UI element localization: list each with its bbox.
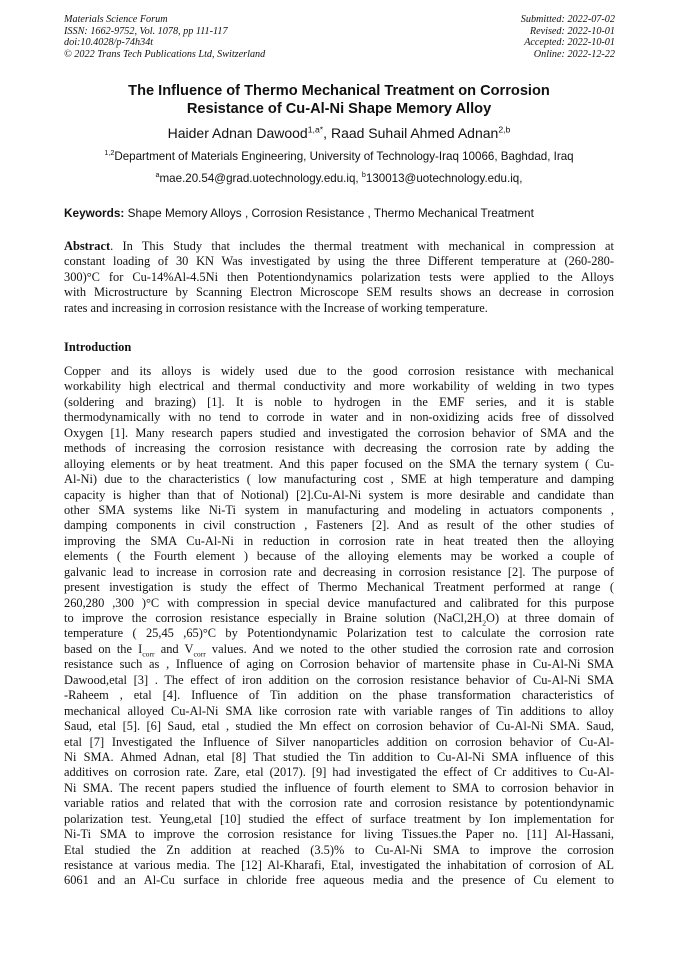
body-line: 260,280 ,300 )°C with compression in special device manufactured and calibrated for this purpose bbox=[64, 595, 614, 610]
body-line: methods of increasing the corrosion resistance with decreasing the corrosion rate by adding the bbox=[64, 441, 614, 456]
journal-doi: doi:10.4028/p-74h34t bbox=[64, 37, 154, 49]
keywords-text: Shape Memory Alloys , Corrosion Resistance , Thermo Mechanical Treatment bbox=[124, 206, 534, 220]
body-line: Oxygen [1]. Many research papers studied and investigated the corrosion behavior of SMA and the bbox=[64, 425, 614, 440]
author-2-marker: 2,b bbox=[498, 124, 511, 135]
date-accepted: Accepted: 2022-10-01 bbox=[524, 37, 615, 49]
body-line: Ni-Ti SMA to improve the corrosion resistance for living Tissues.the Paper no. [11] Al-Hassani, bbox=[64, 827, 614, 842]
body-line: workability high electrical and thermal conductivity and more workability of welding in two types bbox=[64, 379, 614, 394]
date-revised: Revised: 2022-10-01 bbox=[529, 25, 615, 37]
abstract-label: Abstract bbox=[64, 239, 111, 253]
body-line: present investigation is study the effect of Thermo Mechanical Treatment performed at range ( bbox=[64, 580, 614, 595]
paper-title-line-1: The Influence of Thermo Mechanical Treatment on Corrosion bbox=[128, 83, 550, 99]
abstract-line: Abstract. In This Study that includes the thermal treatment with mechanical in compression at bbox=[64, 239, 614, 253]
body-line: additives on corrosion rate. Zare, etal (2017). [9] had investigated the effect of Cr additives to Cu-Al- bbox=[64, 765, 614, 780]
body-line: Copper and its alloys is widely used due to the good corrosion resistance with mechanical bbox=[64, 364, 614, 378]
abstract-line: constant loading of 30 KN Was investigated by using the three Different temperature at (260-280- bbox=[64, 254, 614, 269]
abstract-line: 300)°C for Cu-14%Al-4.5Ni then Potentiondynamics polarization tests were applied to the Alloys bbox=[64, 269, 614, 284]
journal-issn: ISSN: 1662-9752, Vol. 1078, pp 111-117 bbox=[64, 25, 228, 37]
paper-title-line-2: Resistance of Cu-Al-Ni Shape Memory Alloy bbox=[186, 101, 492, 117]
body-line: alloying elements or by heat treatment. And this paper focused on the SMA the ternary system ( Cu- bbox=[64, 456, 614, 471]
body-line: etal [7] Investigated the Influence of Silver nanoparticles addition on corrosion behavior of Cu-Al- bbox=[64, 734, 614, 749]
email-a: mae.20.54@grad.uotechnology.edu.iq, bbox=[159, 172, 362, 185]
author-emails bbox=[64, 172, 614, 186]
author-2-name: Raad Suhail Ahmed Adnan bbox=[330, 125, 499, 141]
paper-title bbox=[64, 82, 614, 118]
body-line: damping components in civil construction , Fasteners [2]. And as result of the other studies of bbox=[64, 518, 614, 533]
dates-header bbox=[521, 14, 615, 60]
introduction-heading: Introduction bbox=[64, 340, 132, 354]
body-line: improving the SMA Cu-Al-Ni in reduction in corrosion rate in heat treated then the alloying bbox=[64, 533, 614, 548]
body-line: galvanic lead to increase in corrosion rate and decreasing in corrosion resistance [2]. The purpose of bbox=[64, 564, 614, 579]
body-line: variable ratios and related that with the corrosion rate and corrosion resistance by potentiondynamic bbox=[64, 796, 614, 811]
body-line: Ni SMA. Ahmed Adnan, etal [8] That studied the Tin addition to Cu-Al-Ni SMA influence of this bbox=[64, 749, 614, 764]
body-line: temperature ( 25,45 ,65)°C by Potentiondynamic Polarization test to calculate the corrosion rate bbox=[64, 626, 614, 641]
email-b-marker: b bbox=[361, 170, 366, 180]
email-b: 130013@uotechnology.edu.iq, bbox=[365, 172, 523, 185]
body-line: thermodynamically with no tend to corrode in water and in non-oxidizing acids free of dissolved bbox=[64, 410, 614, 425]
affiliation-marker: 1,2 bbox=[104, 148, 115, 158]
journal-copyright: © 2022 Trans Tech Publications Ltd, Switzerland bbox=[64, 48, 266, 60]
body-line: to improve the corrosion resistance especially in Braine solution $(NaCl,2H_2O)$ at three domain of bbox=[64, 611, 614, 628]
body-line: Etal studied the Zn addition at reached (3.5)% to Cu-Al-Ni SMA to improve the corrosion bbox=[64, 842, 614, 857]
journal-name: Materials Science Forum bbox=[64, 14, 168, 25]
author-1-marker: 1,a* bbox=[307, 124, 324, 135]
keywords bbox=[64, 206, 614, 220]
body-line: mechanical alloyed Cu-Al-Ni SMA like corrosion rate with variable ranges of Tin additions to alloy bbox=[64, 703, 614, 718]
abstract bbox=[64, 239, 614, 316]
keywords-label: Keywords: bbox=[64, 206, 125, 220]
body-line: capacity is higher than that of Notional) [2].Cu-Al-Ni system is more desirable and candidate than bbox=[64, 487, 614, 502]
affiliation-text: Department of Materials Engineering, University of Technology-Iraq 10066, Baghdad, Iraq bbox=[114, 150, 574, 163]
email-a-marker: a bbox=[155, 170, 160, 180]
abstract-line: rates and increasing in corrosion resistance with the Increase of working temperature. bbox=[64, 300, 488, 315]
author-list bbox=[64, 124, 614, 142]
affiliation bbox=[64, 150, 614, 164]
body-line: other SMA systems like Ni-Ti system in manufacturing and modeling in actuators components , bbox=[64, 502, 614, 517]
author-1-name: Haider Adnan Dawood bbox=[167, 125, 308, 141]
body-line: Dawood,etal [3] . The effect of iron addition on the corrosion resistance behavior of Cu-Al-Ni SMA bbox=[64, 672, 614, 687]
body-line: -Raheem , etal [4]. Influence of Tin addition on the phase transformation characteristics of bbox=[64, 688, 614, 703]
body-line: polarization test. Yeung,etal [10] studied the effect of surface treatment by Ion implementation for bbox=[64, 811, 614, 826]
body-line: Ni SMA. The recent papers studied the influence of fourth element to SMA to corrosion behavior in bbox=[64, 780, 614, 795]
body-line: elements ( the Fourth element ) because of the alloying elements may be worked a couple of bbox=[64, 549, 614, 564]
body-line: resistance at various media. The [12] Al-Kharafi, Etal, investigated the inhabitation of corrosion of AL bbox=[64, 858, 614, 872]
body-line: resistance such as , Influence of aging on Corrosion behavior of martensite phase in Cu-Al-Ni SMA bbox=[64, 657, 614, 672]
body-line: (soldering and brazing) [1]. It is noble to hydrogen in the EMF series, and it is stable bbox=[64, 394, 614, 409]
date-online: Online: 2022-12-22 bbox=[533, 48, 615, 60]
body-line: based on the $I_{corr}$ and $V_{corr}$ values. And we noted to the other studied the corrosion rate and corrosion bbox=[64, 641, 614, 659]
introduction-body bbox=[64, 364, 614, 889]
date-submitted: Submitted: 2022-07-02 bbox=[520, 14, 615, 25]
body-line: Saud, etal [5]. [6] Saud, etal , studied the Mn effect on corrosion behavior of Cu-Al-Ni SMA. Saud, bbox=[64, 719, 614, 734]
body-line: Al-Ni) due to the characteristics ( low manufacturing cost , SME at high temperature and damping bbox=[64, 472, 614, 487]
body-line: 6061 and an Al-Cu surface in chloride free aqueous media and the presence of Cu element to bbox=[64, 873, 614, 888]
author-separator: , bbox=[323, 125, 331, 141]
journal-header bbox=[64, 14, 265, 60]
abstract-line: with Microstructure by Scanning Electron Microscope SEM results shows an decrease in corrosion bbox=[64, 285, 614, 300]
